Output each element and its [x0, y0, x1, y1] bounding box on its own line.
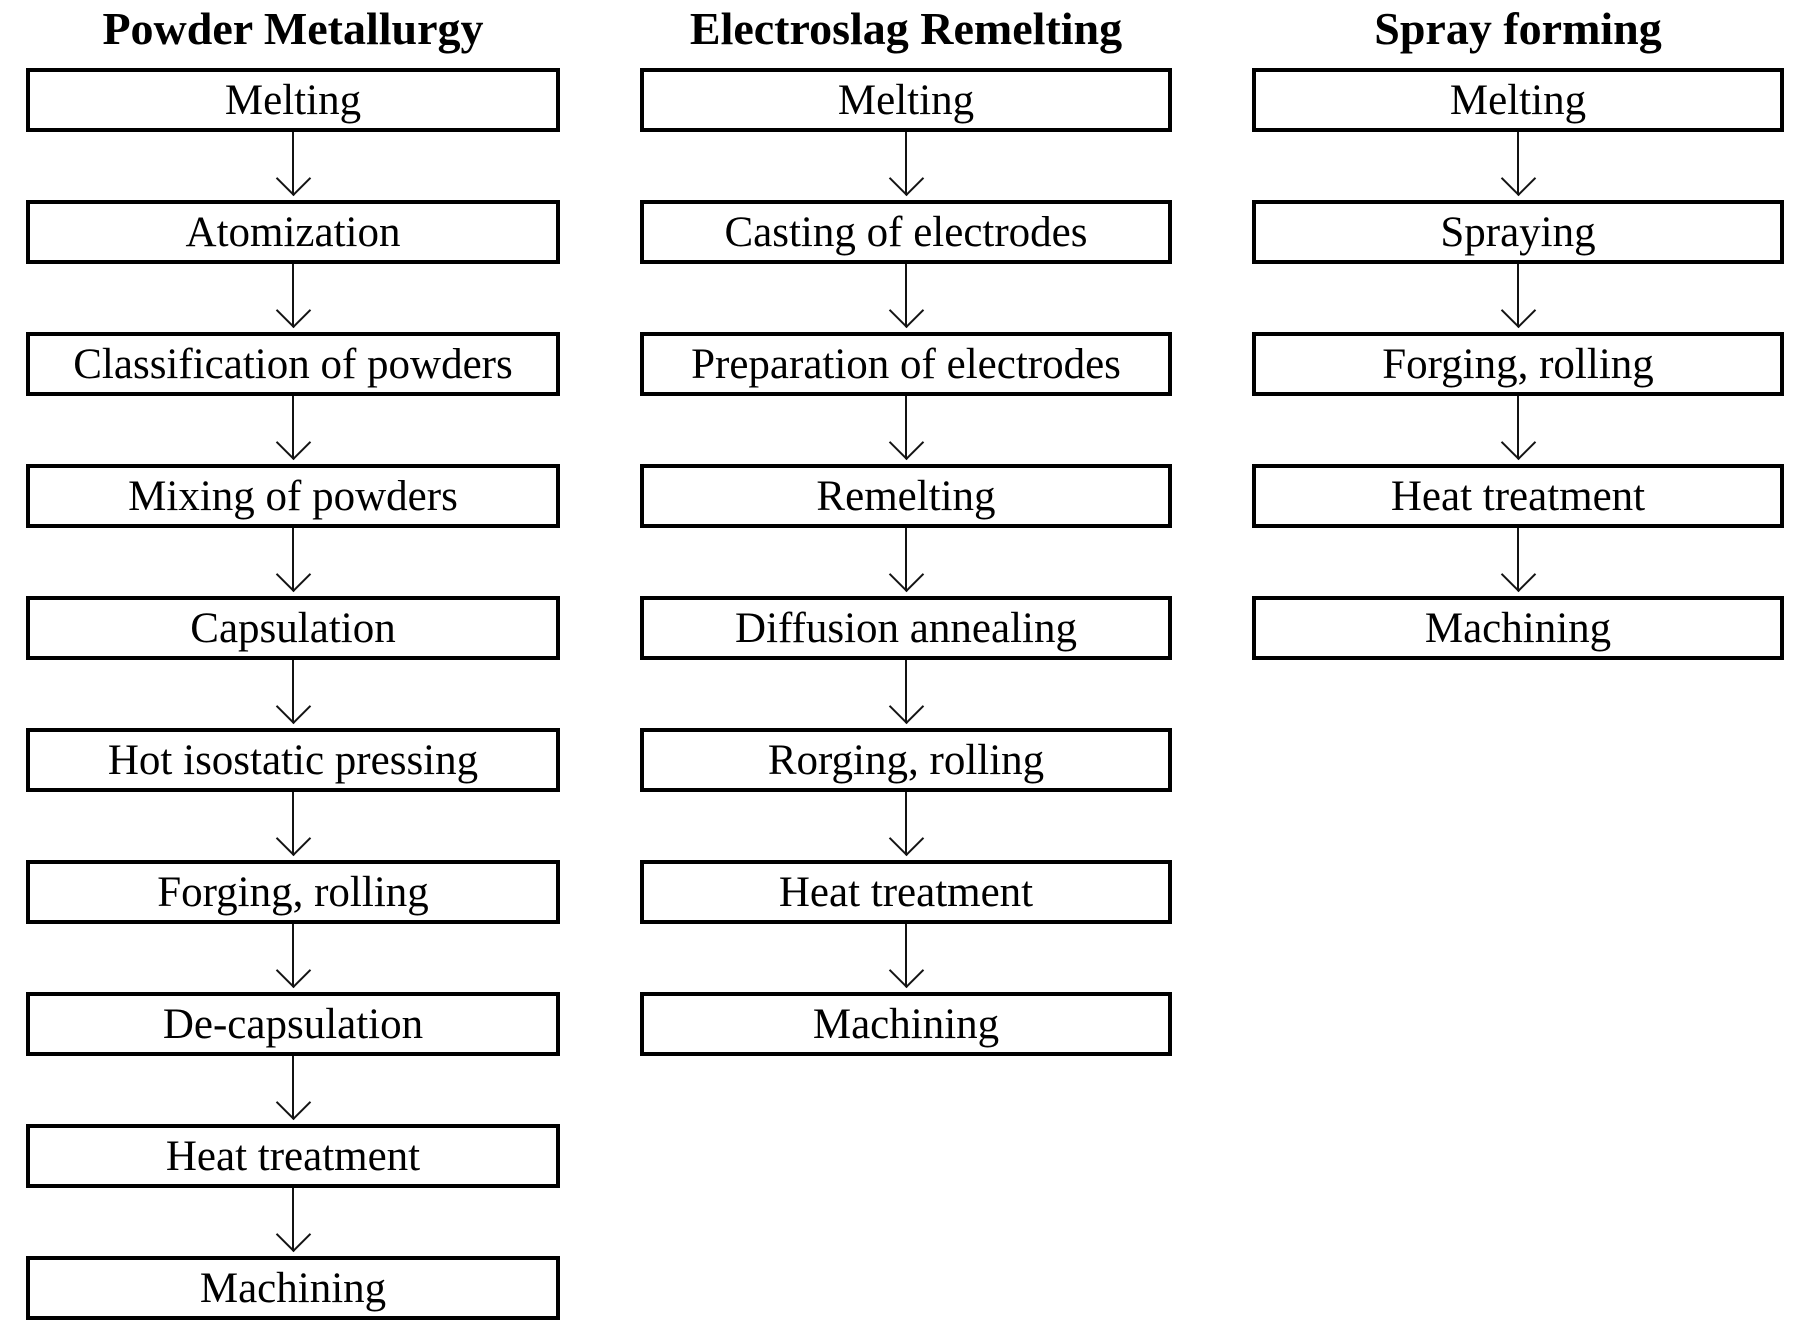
down-arrow-icon	[1252, 528, 1784, 596]
down-arrow-icon	[26, 1188, 560, 1256]
down-arrow-icon	[640, 132, 1172, 200]
step-box: Diffusion annealing	[640, 596, 1172, 660]
down-arrow-icon	[640, 924, 1172, 992]
step-box: Rorging, rolling	[640, 728, 1172, 792]
step-box: Heat treatment	[26, 1124, 560, 1188]
step-box: Remelting	[640, 464, 1172, 528]
down-arrow-icon	[26, 924, 560, 992]
step-box: Machining	[1252, 596, 1784, 660]
step-box: Hot isostatic pressing	[26, 728, 560, 792]
step-box: Melting	[1252, 68, 1784, 132]
step-box: De-capsulation	[26, 992, 560, 1056]
down-arrow-icon	[1252, 132, 1784, 200]
step-box: Melting	[26, 68, 560, 132]
column-title: Powder Metallurgy	[102, 3, 484, 54]
step-box: Classification of powders	[26, 332, 560, 396]
step-box: Capsulation	[26, 596, 560, 660]
column-electroslag-remelting	[640, 0, 1172, 1056]
down-arrow-icon	[26, 1056, 560, 1124]
step-box: Machining	[26, 1256, 560, 1320]
down-arrow-icon	[26, 792, 560, 860]
down-arrow-icon	[1252, 264, 1784, 332]
down-arrow-icon	[26, 528, 560, 596]
down-arrow-icon	[26, 132, 560, 200]
step-box: Preparation of electrodes	[640, 332, 1172, 396]
step-box: Casting of electrodes	[640, 200, 1172, 264]
down-arrow-icon	[640, 264, 1172, 332]
down-arrow-icon	[26, 264, 560, 332]
step-box: Heat treatment	[640, 860, 1172, 924]
down-arrow-icon	[26, 396, 560, 464]
down-arrow-icon	[640, 660, 1172, 728]
column-title: Spray forming	[1374, 3, 1662, 54]
step-box: Machining	[640, 992, 1172, 1056]
step-box: Forging, rolling	[26, 860, 560, 924]
step-box: Heat treatment	[1252, 464, 1784, 528]
column-title: Electroslag Remelting	[689, 3, 1123, 54]
down-arrow-icon	[1252, 396, 1784, 464]
step-box: Atomization	[26, 200, 560, 264]
down-arrow-icon	[640, 792, 1172, 860]
step-box: Mixing of powders	[26, 464, 560, 528]
step-box: Melting	[640, 68, 1172, 132]
down-arrow-icon	[26, 660, 560, 728]
down-arrow-icon	[640, 528, 1172, 596]
step-box: Spraying	[1252, 200, 1784, 264]
down-arrow-icon	[640, 396, 1172, 464]
column-spray-forming	[1252, 0, 1784, 660]
step-box: Forging, rolling	[1252, 332, 1784, 396]
column-powder-metallurgy	[26, 0, 560, 1320]
